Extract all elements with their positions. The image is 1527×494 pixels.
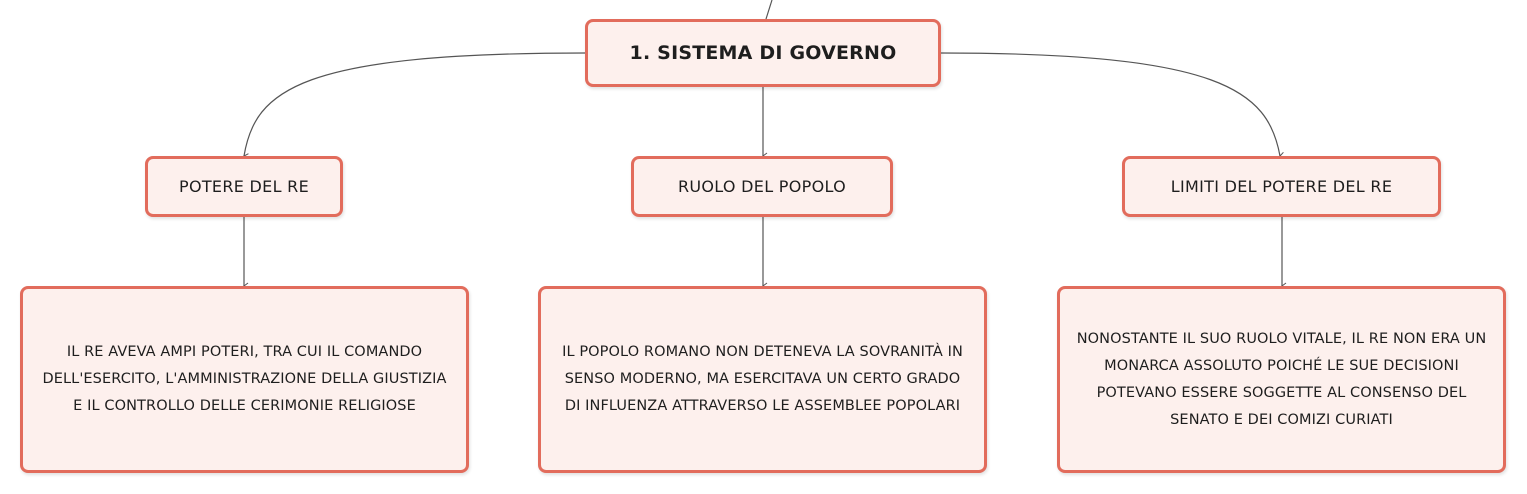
detail-node-limiti-del-potere[interactable]: [1057, 286, 1506, 473]
detail-node-ruolo-del-popolo[interactable]: [538, 286, 987, 473]
detail-node-text: IL POPOLO ROMANO NON DETENEVA LA SOVRANITÀ IN SENSO MODERNO, MA ESERCITAVA UN CERTO GRADO DI INFLUENZA ATTRAVERSO LE ASSEMBLEE POPOLARI: [562, 344, 963, 414]
branch-node-potere-del-re[interactable]: [145, 156, 343, 217]
detail-node-text: IL RE AVEVA AMPI POTERI, TRA CUI IL COMANDO DELL'ESERCITO, L'AMMINISTRAZIONE DELLA GIUSTIZIA E IL CONTROLLO DELLE CERIMONIE RELIGIOSE: [42, 344, 447, 414]
connector-root-to-potere: [244, 53, 585, 156]
root-node[interactable]: [585, 19, 941, 87]
branch-node-label: LIMITI DEL POTERE DEL RE: [1170, 177, 1393, 196]
branch-node-label: RUOLO DEL POPOLO: [677, 177, 847, 196]
connector-root-to-limiti: [941, 53, 1280, 156]
detail-node-potere-del-re[interactable]: [20, 286, 469, 473]
branch-node-limiti-del-potere[interactable]: [1122, 156, 1441, 217]
connector-incoming: [766, 0, 772, 19]
branch-node-ruolo-del-popolo[interactable]: [631, 156, 893, 217]
branch-node-label: POTERE DEL RE: [179, 177, 309, 196]
detail-node-text: NONOSTANTE IL SUO RUOLO VITALE, IL RE NON ERA UN MONARCA ASSOLUTO POICHÉ LE SUE DECISIONI POTEVANO ESSERE SOGGETTE AL CONSENSO DEL SENATO E DEI COMIZI CURIATI: [1076, 330, 1487, 428]
root-node-label: 1. SISTEMA DI GOVERNO: [629, 42, 897, 64]
